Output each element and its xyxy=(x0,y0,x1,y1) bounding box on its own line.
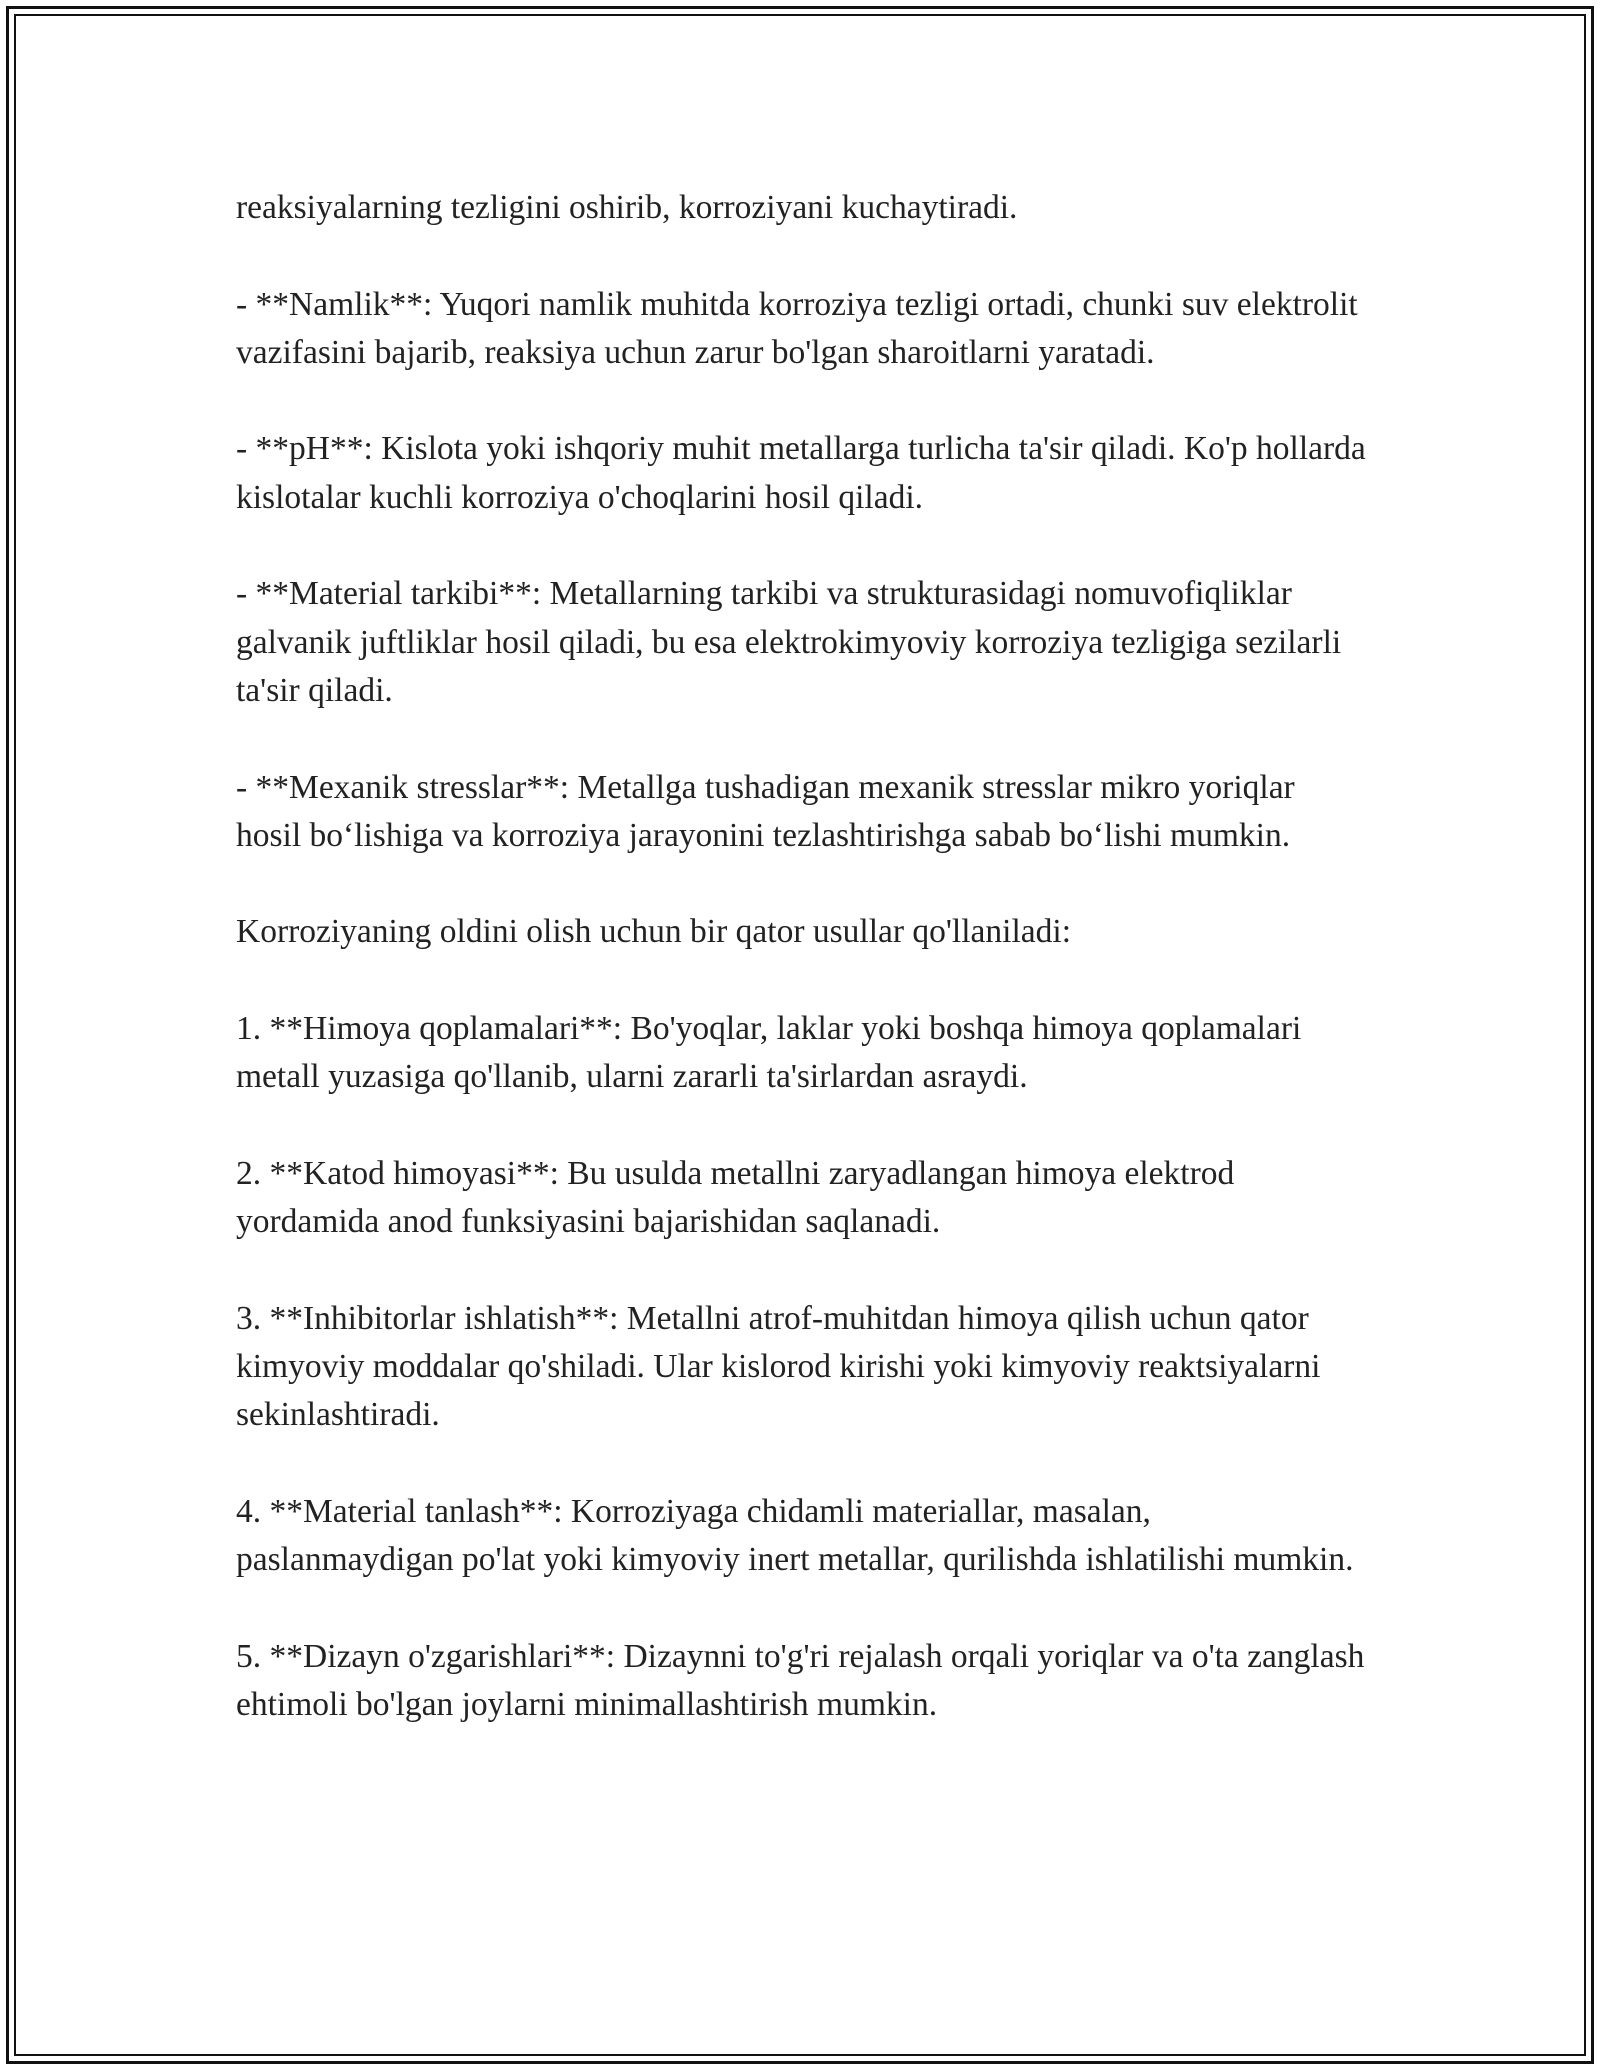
paragraph-ph: - **pH**: Kislota yoki ishqoriy muhit metallarga turlicha ta'sir qiladi. Ko'p hollarda kislotalar kuchli korroziya o'choqlarini hosil qiladi. xyxy=(236,430,1366,516)
document-body xyxy=(236,184,1366,1730)
list-item-himoya-qoplamalari: 1. **Himoya qoplamalari**: Bo'yoqlar, laklar yoki boshqa himoya qoplamalari metall yuzasiga qo'llanib, ularni zararli ta'sirlardan asraydi. xyxy=(236,1010,1302,1096)
list-item-material-tanlash: 4. **Material tanlash**: Korroziyaga chidamli materiallar, masalan, paslanmaydigan po'lat yoki kimyoviy inert metallar, qurilishda ishlatilishi mumkin. xyxy=(236,1493,1354,1579)
list-item-inhibitorlar: 3. **Inhibitorlar ishlatish**: Metallni atrof-muhitdan himoya qilish uchun qator kimyoviy moddalar qo'shiladi. Ular kislorod kirishi yoki kimyoviy reaktsiyalarni sekinlashtiradi. xyxy=(236,1299,1321,1434)
paragraph-namlik: - **Namlik**: Yuqori namlik muhitda korroziya tezligi ortadi, chunki suv elektrolit vazifasini bajarib, reaksiya uchun zarur bo'lgan sharoitlarni yaratadi. xyxy=(236,285,1358,371)
paragraph-mexanik-stresslar: - **Mexanik stresslar**: Metallga tushadigan mexanik stresslar mikro yoriqlar hosil bo‘lishiga va korroziya jarayonini tezlashtirishga sabab bo‘lishi mumkin. xyxy=(236,768,1295,854)
list-item-katod-himoyasi: 2. **Katod himoyasi**: Bu usulda metallni zaryadlangan himoya elektrod yordamida anod funksiyasini bajarishidan saqlanadi. xyxy=(236,1154,1235,1241)
paragraph-prevention-intro: Korroziyaning oldini olish uchun bir qator usullar qo'llaniladi: xyxy=(236,913,1072,951)
paragraph-material-tarkibi: - **Material tarkibi**: Metallarning tarkibi va strukturasidagi nomuvofiqliklar galvanik juftliklar hosil qiladi, bu esa elektrokimyoviy korroziya tezligiga sezilarli ta'sir qiladi. xyxy=(236,575,1342,709)
list-item-dizayn: 5. **Dizayn o'zgarishlari**: Dizaynni to'g'ri rejalash orqali yoriqlar va o'ta zanglash ehtimoli bo'lgan joylarni minimallashtirish mumkin. xyxy=(236,1637,1365,1724)
paragraph-continuation: reaksiyalarning tezligini oshirib, korroziyani kuchaytiradi. xyxy=(236,189,1018,226)
